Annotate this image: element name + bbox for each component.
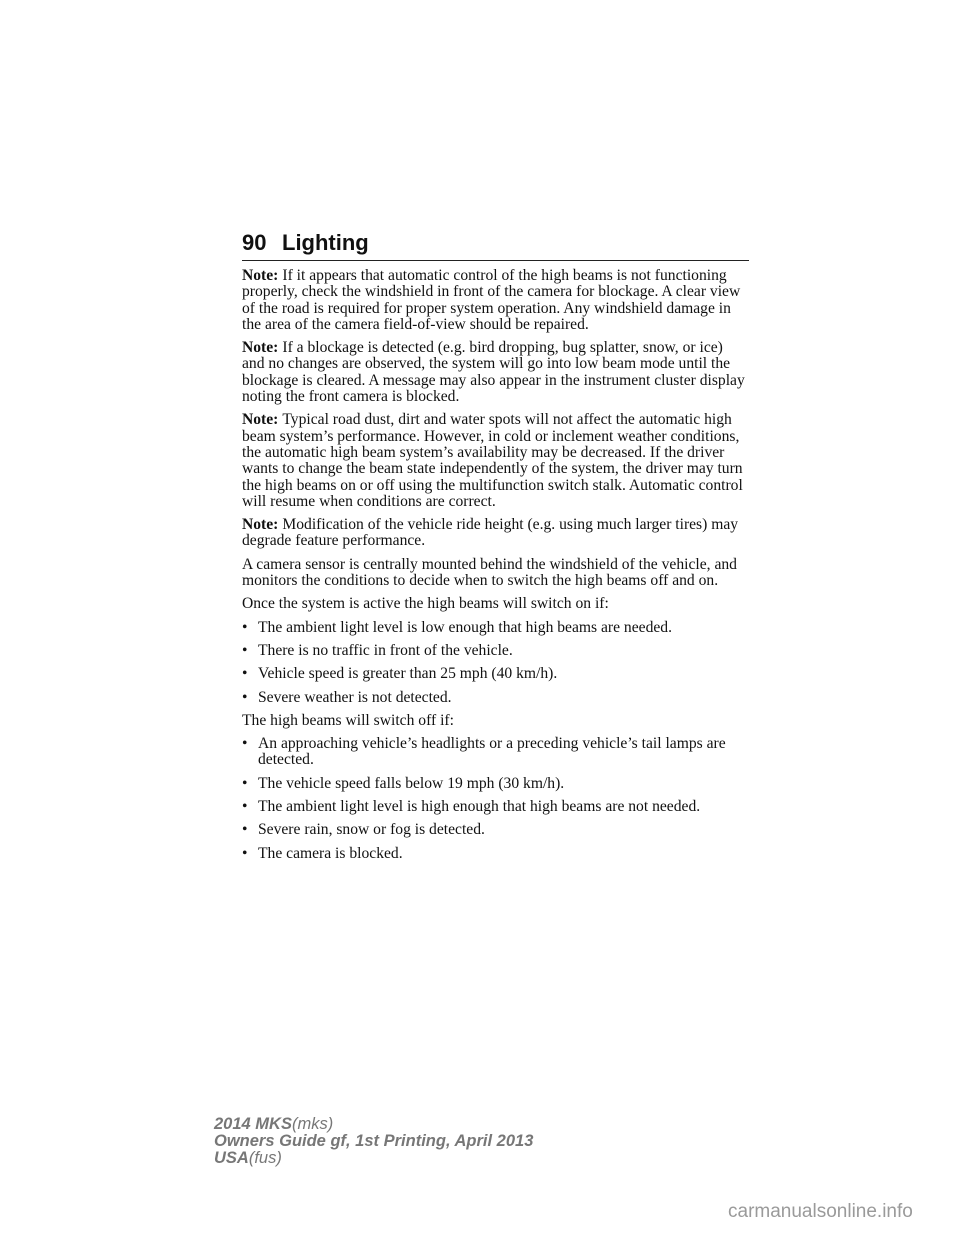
bullet-icon: •	[242, 665, 248, 683]
page-header	[242, 230, 749, 261]
bullet-icon: •	[242, 618, 248, 636]
switch-off-intro: The high beams will switch off if:	[242, 711, 454, 729]
bullet-icon: •	[242, 641, 248, 659]
note-text: Typical road dust, dirt and water spots will not affect the automatic high beam system’s performance. However, in cold or inclement weather conditions, the automatic high beam system’s availability may be decreased. If the driver wants to change the beam state independently of the system, the driver may turn the high beams on or off using the multifunction switch stalk. Automatic control will resume when conditions are correct.	[242, 411, 743, 510]
footer-line-printing: Owners Guide gf, 1st Printing, April 2013	[214, 1132, 534, 1150]
bullet-icon: •	[242, 844, 248, 862]
list-item	[242, 846, 749, 862]
print-footer	[214, 1116, 533, 1167]
list-item	[242, 736, 749, 769]
note-text: Modification of the vehicle ride height (e.g. using much larger tires) may degrade feature performance.	[242, 516, 739, 550]
footer-line-market	[214, 1150, 533, 1167]
note-paragraph	[242, 268, 749, 333]
note-text: If a blockage is detected (e.g. bird dropping, bug splatter, snow, or ice) and no changes are observed, the system will go into low beam mode until the blockage is cleared. A message may also appear in the instrument cluster display noting the front camera is blocked.	[242, 339, 745, 406]
page-content	[242, 268, 749, 869]
footer-model-code: (mks)	[291, 1115, 334, 1133]
list-item	[242, 799, 749, 815]
note-label: Note:	[242, 267, 279, 284]
list-item	[242, 620, 749, 636]
camera-sensor-paragraph: A camera sensor is centrally mounted behind the windshield of the vehicle, and monitors the conditions to decide when to switch the high beams off and on.	[242, 555, 737, 590]
note-paragraph	[242, 340, 749, 405]
bullet-icon: •	[242, 821, 248, 839]
bullet-icon: •	[242, 774, 248, 792]
footer-market-code: (fus)	[248, 1149, 282, 1167]
footer-market: USA	[214, 1149, 249, 1167]
list-item-text: The ambient light level is low enough that high beams are needed.	[258, 618, 672, 636]
bullet-icon: •	[242, 735, 248, 753]
list-item	[242, 776, 749, 792]
bullet-icon: •	[242, 688, 248, 706]
switch-off-list	[242, 736, 749, 862]
note-paragraph	[242, 517, 749, 550]
list-item	[242, 822, 749, 838]
bullet-icon: •	[242, 798, 248, 816]
list-item-text: The ambient light level is high enough that high beams are not needed.	[258, 798, 701, 816]
list-item	[242, 643, 749, 659]
list-item-text: Severe rain, snow or fog is detected.	[258, 821, 485, 839]
list-item-text: An approaching vehicle’s headlights or a preceding vehicle’s tail lamps are detected.	[258, 735, 726, 769]
list-item	[242, 666, 749, 682]
note-label: Note:	[242, 411, 279, 429]
note-label: Note:	[242, 516, 279, 534]
list-item-text: There is no traffic in front of the vehicle.	[258, 641, 513, 659]
watermark: carmanualsonline.info	[728, 1201, 913, 1222]
list-item-text: The vehicle speed falls below 19 mph (30 km/h).	[258, 774, 565, 792]
list-item-text: Vehicle speed is greater than 25 mph (40 km/h).	[258, 665, 558, 683]
switch-on-intro: Once the system is active the high beams will switch on if:	[242, 595, 609, 613]
list-item-text: The camera is blocked.	[258, 844, 403, 862]
note-label: Note:	[242, 339, 279, 357]
footer-model: 2014 MKS	[214, 1115, 292, 1133]
footer-line-model	[214, 1116, 533, 1133]
list-item	[242, 690, 749, 706]
page-number: 90	[242, 230, 267, 255]
section-title: Lighting	[282, 230, 369, 255]
list-item-text: Severe weather is not detected.	[258, 688, 452, 706]
switch-on-list	[242, 620, 749, 706]
note-paragraph	[242, 412, 749, 510]
note-text: If it appears that automatic control of the high beams is not functioning properly, check the windshield in front of the camera for blockage. A clear view of the road is required for proper system operation. Any windshield damage in the area of the camera field-of-view should be repaired.	[242, 267, 741, 333]
